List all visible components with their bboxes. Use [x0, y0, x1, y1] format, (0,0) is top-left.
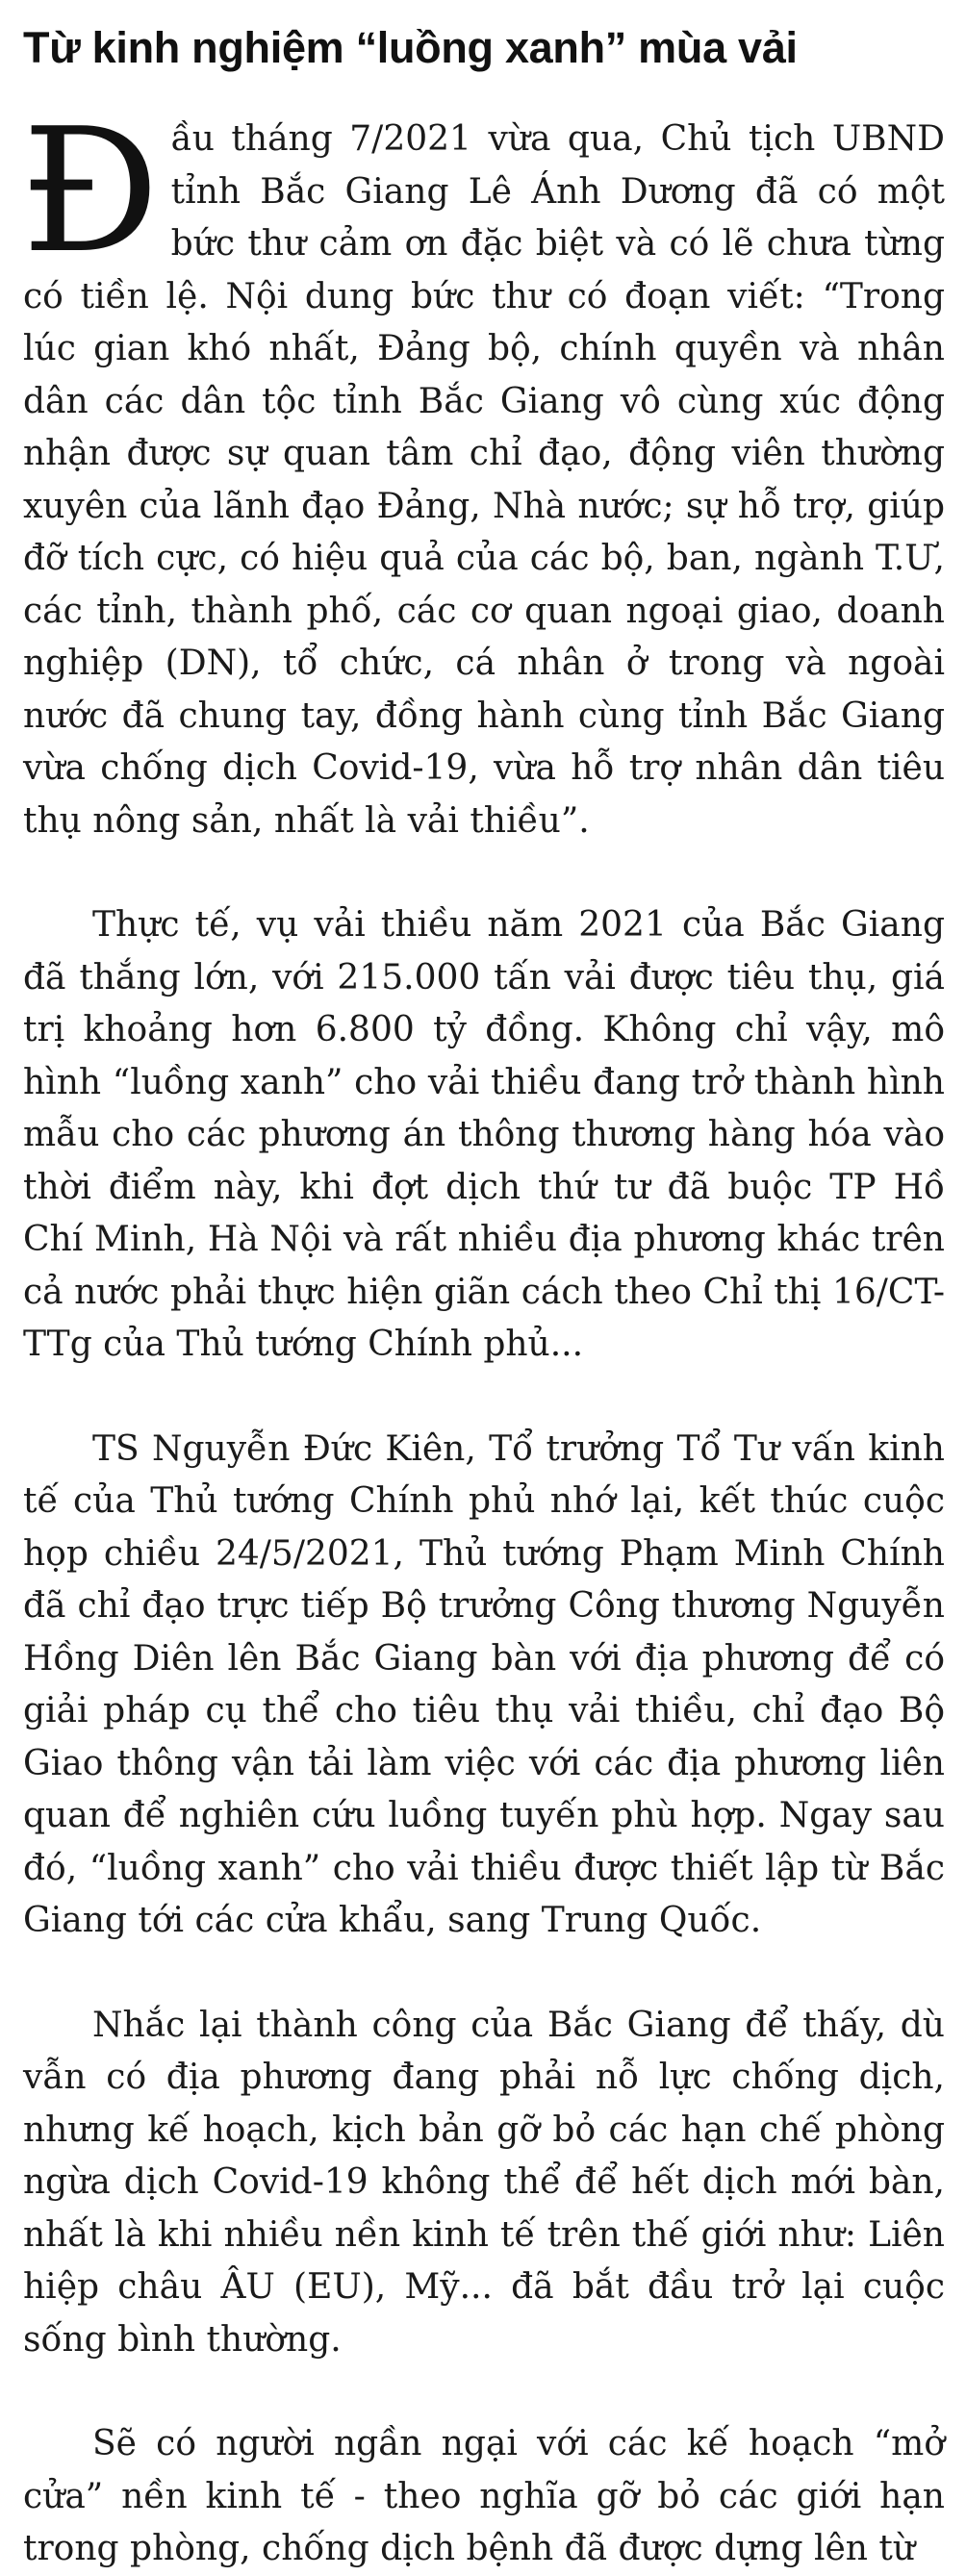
paragraph-1 — [21, 91, 945, 847]
article-body — [21, 91, 945, 2576]
paragraph-3: TS Nguyễn Đức Kiên, Tổ trưởng Tổ Tư vấn kinh tế của Thủ tướng Chính phủ nhớ lại, kết thúc cuộc họp chiều 24/5/2021, Thủ tướng Phạm Minh Chính đã chỉ đạo trực tiếp Bộ trưởng Công thương Nguyễn Hồng Diên lên Bắc Giang bàn với địa phương để có giải pháp cụ thể cho tiêu thụ vải thiều, chỉ đạo Bộ Giao thông vận tải làm việc với các địa phương liên quan để nghiên cứu luồng tuyến phù hợp. Ngay sau đó, “luồng xanh” cho vải thiều được thiết lập từ Bắc Giang tới các cửa khẩu, sang Trung Quốc. — [23, 1428, 945, 1940]
paragraph-5: Sẽ có người ngần ngại với các kế hoạch “mở cửa” nền kinh tế - theo nghĩa gỡ bỏ các giới hạn trong phòng, chống dịch bệnh đã được dựng lên từ — [23, 2424, 945, 2568]
drop-cap-letter: Đ — [21, 91, 160, 290]
article-headline: Từ kinh nghiệm “luồng xanh” mùa vải — [23, 23, 798, 72]
paragraph-4: Nhắc lại thành công của Bắc Giang để thấy, dù vẫn có địa phương đang phải nỗ lực chống dịch, nhưng kế hoạch, kịch bản gỡ bỏ các hạn chế phòng ngừa dịch Covid-19 không thể để hết dịch mới bàn, nhất là khi nhiều nền kinh tế trên thế giới như: Liên hiệp châu ÂU (EU), Mỹ... đã bắt đầu trở lại cuộc sống bình thường. — [23, 2005, 945, 2360]
paragraph-2: Thực tế, vụ vải thiều năm 2021 của Bắc Giang đã thắng lớn, với 215.000 tấn vải được tiêu thụ, giá trị khoảng hơn 6.800 tỷ đồng. Không chỉ vậy, mô hình “luồng xanh” cho vải thiều đang trở thành hình mẫu cho các phương án thông thương hàng hóa vào thời điểm này, khi đợt dịch thứ tư đã buộc TP Hồ Chí Minh, Hà Nội và rất nhiều địa phương khác trên cả nước phải thực hiện giãn cách theo Chỉ thị 16/CT-TTg của Thủ tướng Chính phủ... — [23, 905, 945, 1364]
paragraph-1-text: ầu tháng 7/2021 vừa qua, Chủ tịch UBND tỉnh Bắc Giang Lê Ánh Dương đã có một bức thư cảm ơn đặc biệt và có lẽ chưa từng có tiền lệ. Nội dung bức thư có đoạn viết: “Trong lúc gian khó nhất, Đảng bộ, chính quyền và nhân dân các dân tộc tỉnh Bắc Giang vô cùng xúc động nhận được sự quan tâm chỉ đạo, động viên thường xuyên của lãnh đạo Đảng, Nhà nước; sự hỗ trợ, giúp đỡ tích cực, có hiệu quả của các bộ, ban, ngành T.Ư, các tỉnh, thành phố, các cơ quan ngoại giao, doanh nghiệp (DN), tổ chức, cá nhân ở trong và ngoài nước đã chung tay, đồng hành cùng tỉnh Bắc Giang vừa chống dịch Covid-19, vừa hỗ trợ nhân dân tiêu thụ nông sản, nhất là vải thiều”. — [23, 119, 945, 841]
